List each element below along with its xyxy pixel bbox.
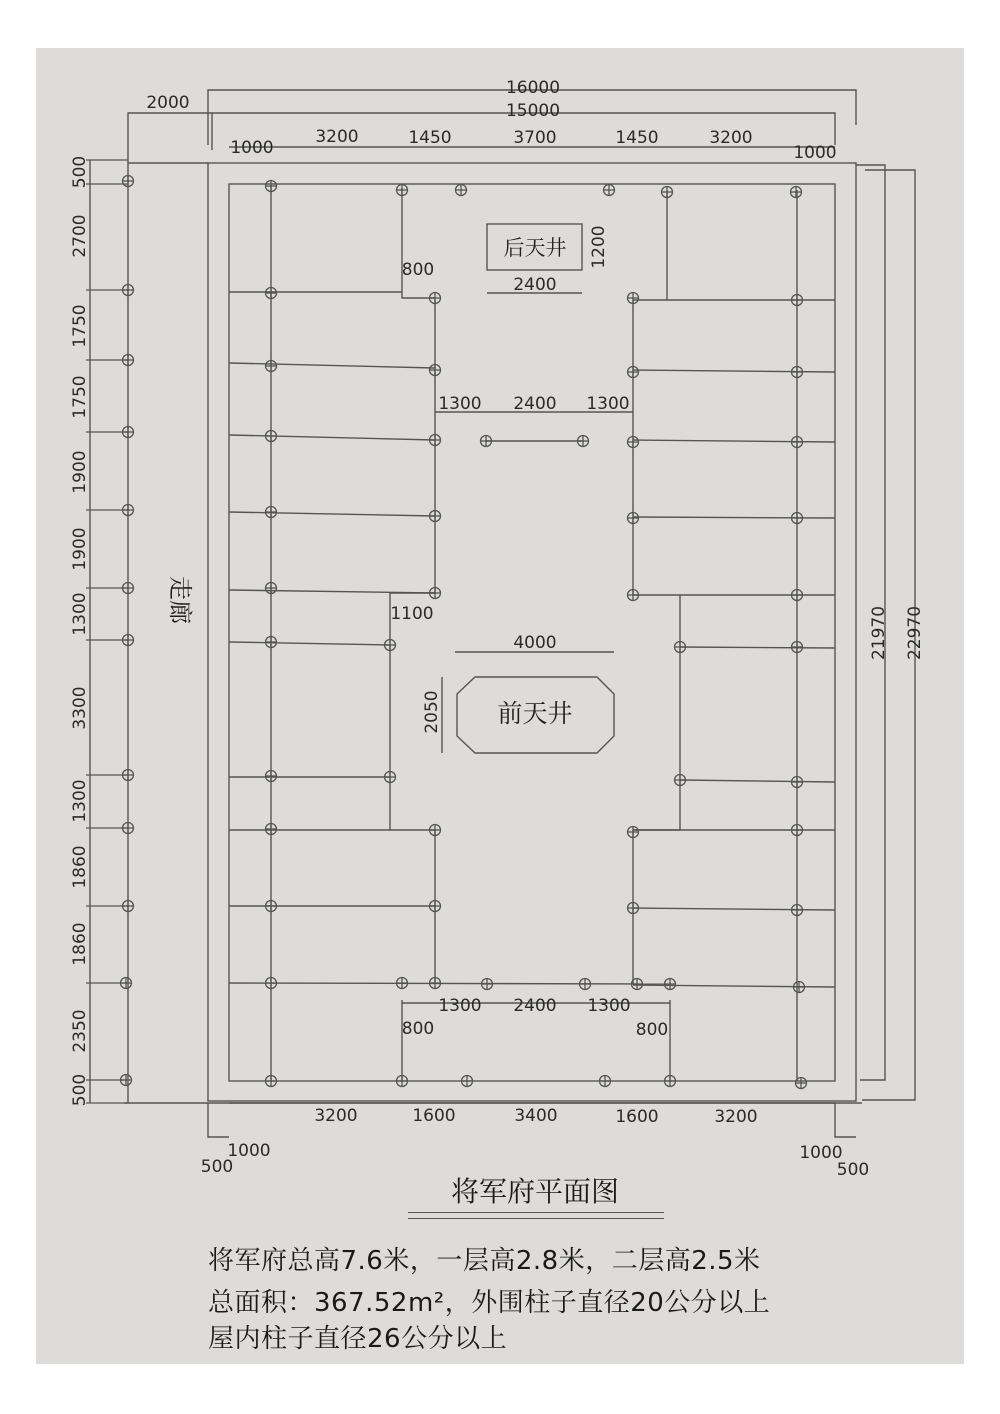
dim-line-bottom-left — [208, 1103, 229, 1137]
dim-line-corridor — [128, 113, 212, 160]
left-dim-label: 500 — [70, 1073, 90, 1107]
right-court-edge-upper — [633, 190, 667, 595]
right-partition — [633, 517, 835, 518]
dim-lower-1: 1300 — [438, 996, 482, 1016]
dim-upper-2: 2400 — [513, 394, 557, 414]
left-dim-label: 1750 — [70, 375, 90, 419]
front-courtyard-label: 前天井 — [497, 699, 573, 728]
left-dim-label: 500 — [70, 155, 90, 189]
dim-corridor: 2000 — [146, 93, 190, 113]
note-height: 将军府总高7.6米，一层高2.8米，二层高2.5米 — [208, 1246, 761, 1276]
right-partition — [633, 908, 835, 910]
dim-bottom-right-1000: 1000 — [799, 1143, 843, 1163]
dim-bottom-left-1000: 1000 — [227, 1141, 271, 1161]
dim-front-well-depth: 2050 — [422, 690, 442, 734]
left-dim-label: 2700 — [70, 214, 90, 258]
left-dim-label: 1300 — [70, 592, 90, 636]
left-dim-label: 1860 — [70, 845, 90, 889]
dim-rear-well-depth: 1200 — [589, 225, 609, 269]
left-dim-label: 1860 — [70, 922, 90, 966]
dim-total-outer: 16000 — [505, 78, 561, 98]
dim-rear-well-width: 2400 — [513, 275, 557, 295]
dim-front-well-width: 4000 — [513, 633, 557, 653]
right-partition — [680, 780, 835, 782]
left-dim-label: 3300 — [70, 686, 90, 730]
dim-bay-4: 3700 — [513, 128, 557, 148]
dim-bottom-bay-4: 1600 — [615, 1107, 659, 1127]
dim-bottom-bay-3: 3400 — [514, 1106, 558, 1126]
dim-right-outer: 22970 — [905, 605, 925, 661]
dim-bay-5: 1450 — [615, 128, 659, 148]
dim-bay-6: 3200 — [709, 128, 753, 148]
right-partition — [633, 370, 835, 372]
dim-bottom-bay-5: 3200 — [714, 1107, 758, 1127]
left-court-edge-lower — [390, 593, 435, 984]
left-dim-label: 1750 — [70, 304, 90, 348]
dim-line-bottom-right — [835, 1103, 856, 1137]
left-partition — [229, 590, 435, 593]
right-partition — [680, 647, 835, 648]
rear-courtyard-label: 后天井 — [503, 236, 567, 260]
title-underline — [408, 1212, 664, 1219]
dim-bay-2: 3200 — [315, 127, 359, 147]
left-dim-label: 1300 — [70, 779, 90, 823]
dim-bay-3: 1450 — [408, 128, 452, 148]
left-partition — [229, 435, 435, 440]
dim-bay-7: 1000 — [793, 143, 837, 163]
dim-lower-2: 2400 — [513, 996, 557, 1016]
left-partition — [229, 642, 390, 645]
dim-bay-1: 1000 — [230, 138, 274, 158]
left-dim-label: 2350 — [70, 1009, 90, 1053]
left-partition — [229, 512, 435, 516]
dim-step-width: 1100 — [390, 604, 434, 624]
dim-bottom-right-500: 500 — [836, 1160, 870, 1180]
corridor-label: 走廊 — [166, 576, 194, 624]
left-dim-label: 1900 — [70, 450, 90, 494]
dim-upper-3: 1300 — [586, 394, 630, 414]
plan-title: 将军府平面图 — [450, 1175, 619, 1208]
lower-partition — [229, 983, 670, 984]
note-area: 总面积：367.52m²，外围柱子直径20公分以上 — [208, 1288, 771, 1318]
left-court-edge-upper — [402, 188, 435, 593]
dim-bottom-bay-1: 3200 — [314, 1106, 358, 1126]
dim-bottom-right-offset: 800 — [635, 1020, 669, 1040]
note-columns: 屋内柱子直径26公分以上 — [208, 1324, 508, 1354]
dim-total-inner: 15000 — [505, 101, 561, 121]
dim-bottom-left-500: 500 — [200, 1157, 234, 1177]
dim-bottom-bay-2: 1600 — [412, 1106, 456, 1126]
left-partition — [229, 363, 435, 368]
dim-lower-3: 1300 — [587, 996, 631, 1016]
left-dim-label: 1900 — [70, 527, 90, 571]
dim-right-inner: 21970 — [869, 605, 889, 661]
right-partition — [633, 440, 835, 442]
right-court-edge-lower — [633, 595, 680, 984]
dim-bottom-left-offset: 800 — [401, 1019, 435, 1039]
dim-left-offset: 800 — [401, 260, 435, 280]
outer-wall — [208, 163, 856, 1101]
dim-upper-1: 1300 — [438, 394, 482, 414]
